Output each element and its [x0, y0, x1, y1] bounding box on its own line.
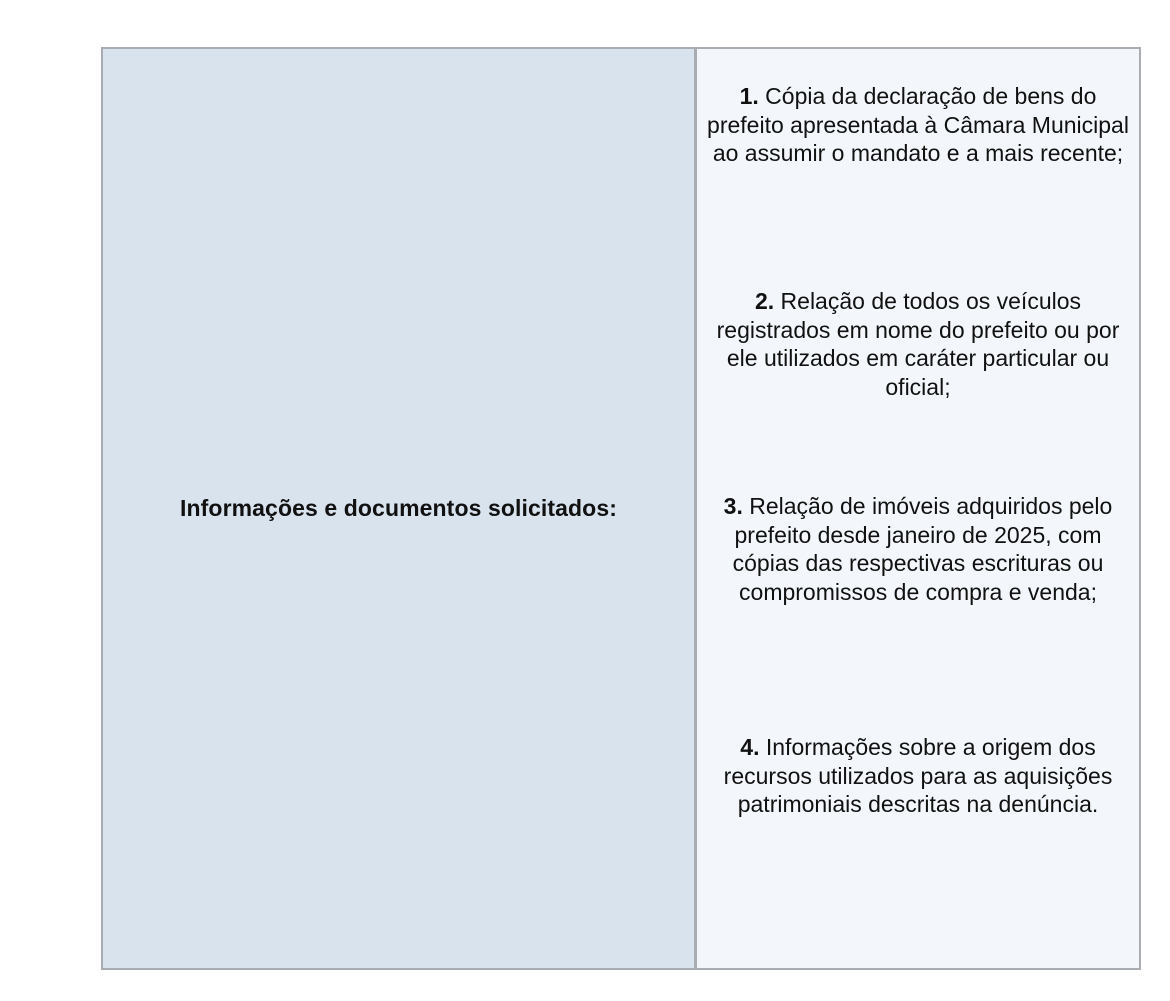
item-text: Relação de todos os veículos registrados em nome do prefeito ou por ele utilizados em caráter particular ou oficial;: [716, 288, 1120, 400]
items-cell: [697, 49, 1139, 968]
label-cell: [103, 49, 697, 968]
list-item: [699, 733, 1137, 819]
item-number: 1.: [739, 83, 759, 109]
requested-documents-table: [101, 47, 1141, 970]
item-text: Relação de imóveis adquiridos pelo prefeito desde janeiro de 2025, com cópias das respectivas escrituras ou compromissos de compra e venda;: [732, 493, 1113, 605]
label-text: Informações e documentos solicitados:: [180, 495, 617, 521]
item-text: Informações sobre a origem dos recursos utilizados para as aquisições patrimoniais descritas na denúncia.: [723, 734, 1113, 817]
list-item: [699, 287, 1137, 401]
item-number: 4.: [740, 734, 760, 760]
list-item: [699, 82, 1137, 168]
item-number: 2.: [754, 288, 775, 314]
item-number: 3.: [723, 493, 743, 519]
item-text: Cópia da declaração de bens do prefeito apresentada à Câmara Municipal ao assumir o mandato e a mais recente;: [707, 83, 1129, 166]
list-item: [699, 492, 1137, 606]
